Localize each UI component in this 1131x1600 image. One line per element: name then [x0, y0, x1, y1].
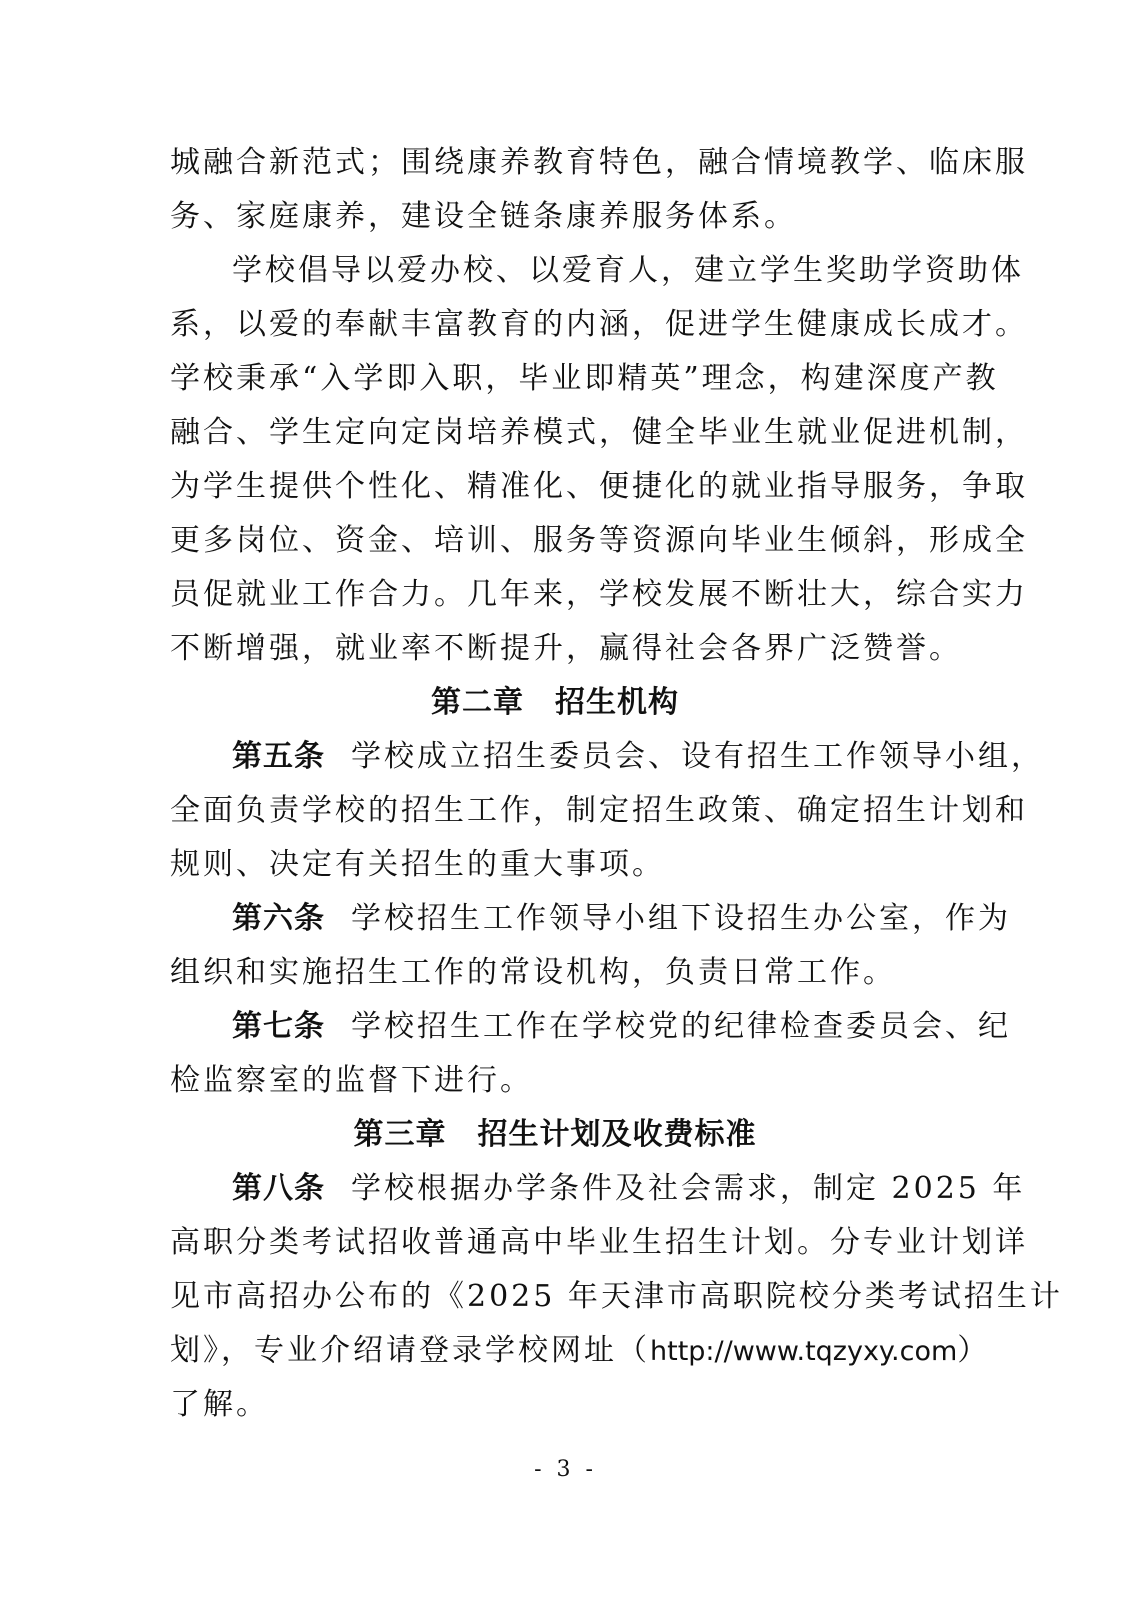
article-6-label: 第六条: [232, 901, 325, 936]
article-5-label: 第五条: [232, 739, 325, 774]
article-8-text: 学校根据办学条件及社会需求，制定 2025 年: [351, 1171, 1026, 1206]
text-line: 全面负责学校的招生工作，制定招生政策、确定招生计划和: [170, 793, 1028, 828]
url-suffix: ）: [957, 1333, 991, 1368]
url-prefix: 划》，专业介绍请登录学校网址（: [170, 1333, 650, 1368]
text-line: 检监察室的监督下进行。: [170, 1063, 533, 1098]
article-5-text: 学校成立招生委员会、设有招生工作领导小组，: [351, 739, 1044, 774]
text-line: 见市高招办公布的《2025 年天津市高职院校分类考试招生计: [170, 1279, 1063, 1314]
document-body: [170, 136, 1063, 1432]
text-line: 不断增强，就业率不断提升，赢得社会各界广泛赞誉。: [170, 631, 962, 666]
text-line: 组织和实施招生工作的常设机构，负责日常工作。: [170, 955, 896, 990]
article-7-text: 学校招生工作在学校党的纪律检查委员会、纪: [351, 1009, 1011, 1044]
article-7-label: 第七条: [232, 1009, 325, 1044]
text-line: 务、家庭康养，建设全链条康养服务体系。: [170, 199, 797, 234]
article-5-line: [170, 730, 1044, 784]
article-8-label: 第八条: [232, 1171, 325, 1206]
article-6-line: [170, 892, 1011, 946]
school-website-link[interactable]: http://www.tqzyxy.com: [650, 1336, 958, 1367]
chapter-heading-3: 第三章 招生计划及收费标准: [353, 1117, 757, 1152]
text-line: 更多岗位、资金、培训、服务等资源向毕业生倾斜，形成全: [170, 523, 1028, 558]
text-line-with-url: [170, 1324, 991, 1378]
chapter-heading-2: 第二章 招生机构: [431, 685, 679, 720]
article-6-text: 学校招生工作领导小组下设招生办公室，作为: [351, 901, 1011, 936]
article-7-line: [170, 1000, 1011, 1054]
paragraph-start: 学校倡导以爱办校、以爱育人，建立学生奖助学资助体: [232, 253, 1024, 288]
text-line: 员促就业工作合力。几年来，学校发展不断壮大，综合实力: [170, 577, 1028, 612]
text-line: 了解。: [170, 1387, 269, 1422]
article-8-line: [170, 1162, 1026, 1216]
page-number: - 3 -: [534, 1457, 597, 1482]
text-line: 学校秉承“入学即入职，毕业即精英”理念，构建深度产教: [170, 361, 999, 396]
text-line: 高职分类考试招收普通高中毕业生招生计划。分专业计划详: [170, 1225, 1028, 1260]
text-line: 系，以爱的奉献丰富教育的内涵，促进学生健康成长成才。: [170, 307, 1028, 342]
text-line: 城融合新范式；围绕康养教育特色，融合情境教学、临床服: [170, 145, 1028, 180]
text-line: 规则、决定有关招生的重大事项。: [170, 847, 665, 882]
text-line: 为学生提供个性化、精准化、便捷化的就业指导服务，争取: [170, 469, 1028, 504]
text-line: 融合、学生定向定岗培养模式，健全毕业生就业促进机制，: [170, 415, 1028, 450]
